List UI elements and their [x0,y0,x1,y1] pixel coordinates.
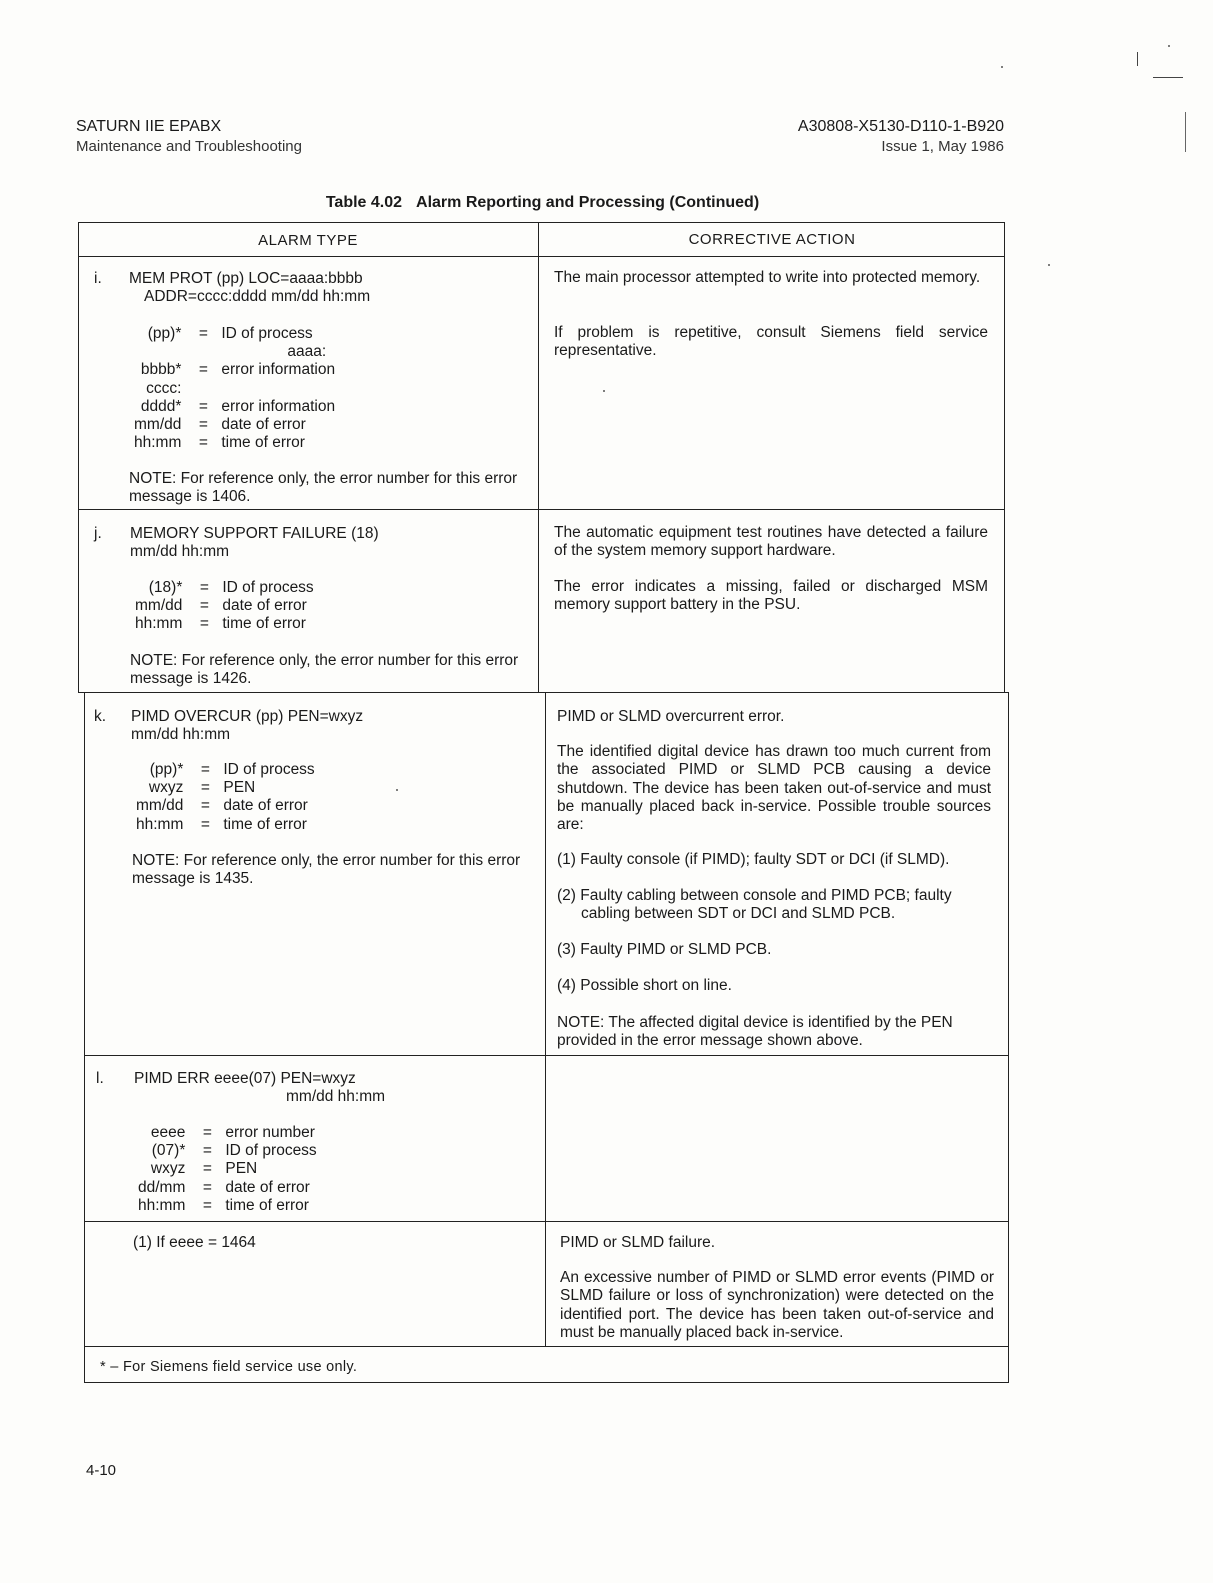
trouble-source: (2) Faulty cabling between console and PIMD PCB; faulty [557,887,952,904]
trouble-source: (1) Faulty console (if PIMD); faulty SDT or DCI (if SLMD). [557,851,950,868]
action-note: NOTE: The affected digital device is identified by the PEN provided in the error message shown above. [557,1014,953,1050]
definition-value: aaaa: [287,343,327,361]
definition-equals: = [202,1196,212,1214]
definition-value: date of error [221,416,306,434]
definition-equals: = [199,597,209,615]
definition-row [138,1197,317,1215]
corrective-action: An excessive number of PIMD or SLMD error events (PIMD or SLMD failure or loss of synchronization) were detected on the identified port. The device has been taken out-of-service and must be manually placed back in-service. [560,1269,994,1341]
definition-value: time of error [223,815,307,833]
definition-key: dd/mm [138,1178,186,1196]
alarm-message: MEMORY SUPPORT FAILURE (18) [130,525,379,542]
scan-speck [1048,264,1050,266]
definition-row [138,1160,317,1178]
alarm-message: MEM PROT (pp) LOC=aaaa:bbbb [129,270,363,287]
definition-value: PEN [223,779,256,797]
definition-equals [193,380,221,398]
definition-row [135,615,314,633]
table-border-right [1004,222,1005,692]
scan-margin-mark [1153,77,1183,78]
definition-key: (pp)* [149,761,184,778]
definition-value: ID of process [223,761,315,778]
row-rule-footnote [84,1346,1009,1347]
definition-row [136,797,315,815]
definition-row [135,579,314,597]
definition-value: time of error [225,1196,309,1214]
definition-row [138,1142,317,1160]
corrective-action: The error indicates a missing, failed or discharged MSM memory support battery in the PSU. [554,578,988,614]
definition-equals: = [200,797,210,815]
definition-value: time of error [222,615,306,633]
definition-equals: = [202,1142,212,1160]
footnote: * – For Siemens field service use only. [100,1359,358,1375]
definition-equals: = [198,416,208,434]
document-number: A30808-X5130-D110-1-B920 [797,118,1004,135]
alarm-message-cont: mm/dd hh:mm [286,1088,386,1105]
alarm-message: PIMD ERR eeee(07) PEN=wxyz [134,1070,356,1087]
column-divider [538,222,539,692]
definition-key [134,343,193,361]
trouble-source: (4) Possible short on line. [557,977,732,994]
trouble-source: cabling between SDT or DCI and SLMD PCB. [581,905,896,922]
definition-value: PEN [225,1160,258,1178]
row-letter: i. [94,270,102,287]
table-border-left [78,222,79,692]
definition-value: error information [221,397,336,415]
definition-value: error number [225,1124,315,1141]
table-border-bottom [84,1382,1009,1383]
corrective-action: The main processor attempted to write into protected memory. [554,269,981,286]
error-condition: (1) If eeee = 1464 [133,1234,256,1251]
trouble-source: (3) Faulty PIMD or SLMD PCB. [557,941,772,958]
definition-equals: = [200,815,210,833]
parameter-definitions [134,325,335,452]
definition-row [136,816,315,834]
corrective-action: If problem is repetitive, consult Siemens field service representative. [554,324,988,360]
definition-key: wxyz [150,1160,186,1178]
alarm-message-cont: ADDR=cccc:dddd mm/dd hh:mm [144,288,371,305]
table-title: Alarm Reporting and Processing (Continued) [416,194,760,211]
row-rule-kl [84,1055,1009,1056]
definition-equals: = [198,325,208,342]
definition-row [136,779,315,797]
definition-equals: = [198,397,208,415]
definition-value: error information [221,361,336,379]
definition-value: ID of process [225,1142,317,1160]
definition-key: cccc: [146,379,182,397]
table-border-left-lower [84,692,85,1383]
scan-margin-mark [1185,112,1186,152]
row-letter: k. [94,708,107,725]
definition-equals: = [200,779,210,797]
table-caption [0,194,1085,212]
definition-equals: = [202,1160,212,1178]
definition-row [134,416,335,434]
definition-key: mm/dd [136,797,184,815]
definition-row [138,1124,317,1142]
definition-key: (pp)* [147,325,182,342]
definition-equals: = [199,615,209,633]
definition-value: time of error [221,434,305,452]
definition-key: hh:mm [136,815,184,833]
definition-equals [193,343,221,361]
definition-value: ID of process [221,325,313,342]
definition-key: mm/dd [135,597,183,615]
definition-key: (07)* [151,1142,186,1160]
definition-equals: = [198,434,208,452]
parameter-definitions [135,579,314,634]
scan-margin-mark [1137,52,1138,66]
corrective-action: The identified digital device has drawn too much current from the associated PIMD or SLMD PCB causing a device shutdown. The device has been taken out-of-service and must be manually placed back in-service. Possible trouble sources are: [557,743,991,834]
reference-note: NOTE: For reference only, the error number for this error message is 1435. [132,852,521,888]
parameter-definitions [136,761,315,834]
definition-equals: = [199,579,209,596]
alarm-message-cont: mm/dd hh:mm [130,543,230,560]
definition-value: date of error [223,797,308,815]
column-header-alarm-type: ALARM TYPE [258,232,358,249]
corrective-action: The automatic equipment test routines have detected a failure of the system memory support hardware. [554,524,988,560]
definition-row [135,597,314,615]
definition-key: eeee [150,1124,186,1141]
row-letter: l. [96,1070,104,1087]
definition-row [134,398,335,416]
definition-key: mm/dd [134,416,182,434]
definition-equals: = [198,361,208,379]
definition-equals: = [202,1178,212,1196]
definition-key: bbbb* [140,361,182,379]
definition-row [136,761,315,779]
document-subtitle: Maintenance and Troubleshooting [76,138,302,155]
scan-speck [1168,45,1170,47]
header-rule [78,256,1005,257]
scan-speck [396,789,398,791]
corrective-action: PIMD or SLMD failure. [560,1234,716,1251]
row-rule-ij [78,509,1005,510]
alarm-message-cont: mm/dd hh:mm [131,726,231,743]
definition-row [134,325,335,343]
row-letter: j. [94,525,102,542]
scan-speck [603,390,605,392]
definition-value: date of error [222,597,307,615]
definition-row [134,380,335,398]
issue-date: Issue 1, May 1986 [881,138,1004,155]
reference-note: NOTE: For reference only, the error number for this error message is 1426. [130,652,519,688]
table-border-right-lower [1008,692,1009,1383]
corrective-action: PIMD or SLMD overcurrent error. [557,708,785,725]
definition-key: dddd* [140,397,182,415]
alarm-message: PIMD OVERCUR (pp) PEN=wxyz [131,708,364,725]
table-border-top [78,222,1005,223]
row-rule-jk [78,692,1008,693]
definition-row [134,434,335,452]
definition-equals: = [202,1124,212,1141]
definition-row [134,343,335,361]
table-number: Table 4.02 [325,194,403,211]
definition-row [134,361,335,379]
definition-value: ID of process [222,579,314,596]
definition-key: (18)* [148,579,183,596]
definition-key: wxyz [148,779,184,797]
definition-row [138,1179,317,1197]
definition-equals: = [200,761,210,778]
definition-value: date of error [225,1178,310,1196]
document-title: SATURN IIE EPABX [76,118,222,135]
reference-note: NOTE: For reference only, the error number for this error message is 1406. [129,470,518,506]
page-number: 4-10 [86,1462,117,1479]
row-rule-l1 [84,1221,1009,1222]
alarm-table [78,222,1009,1386]
definition-key: hh:mm [135,615,183,633]
column-header-corrective-action: CORRECTIVE ACTION [688,231,856,248]
definition-key: hh:mm [138,1196,186,1214]
scan-speck [1001,66,1003,68]
definition-value [221,380,335,398]
column-divider-lower [545,692,546,1346]
definition-key: hh:mm [134,434,182,452]
parameter-definitions [138,1124,317,1215]
